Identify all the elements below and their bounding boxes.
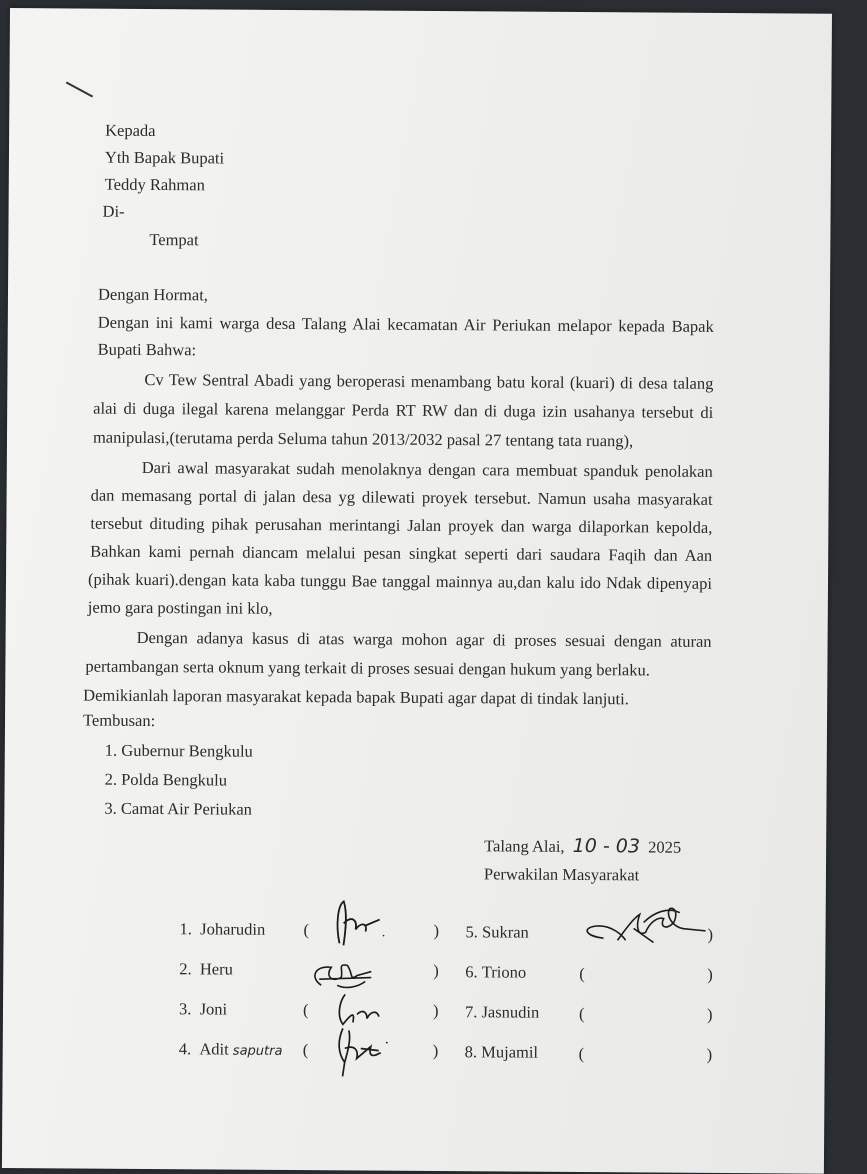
paren-open: ( [578,1043,585,1064]
representative-title: Perwakilan Masyarakat [483,864,640,885]
body-p2-line-4: Bahkan kami pernah diancam melalui pesan singkat seperti dari saudara Faqih dan Aan [90,541,713,565]
body-p1-line-2: alai di duga ilegal karena melanggar Perda RT RW dan di duga izin usahanya tersebut di [93,398,714,422]
signatory-7: 7. Jasnudin [464,1002,540,1022]
body-p2-line-5: (pihak kuari).dengan kata kaba tunggu Bae tanggal mainnya au,dan kalu ido Ndak dipenyapi [87,569,713,593]
paren-open: ( [302,1000,309,1020]
signatory-6: 6. Triono [465,962,527,982]
signature-sukran [573,892,713,953]
handwritten-suffix: saputra [232,1043,283,1059]
dateline-year: 2025 [648,837,682,857]
paren-close: ) [433,960,439,981]
paren-close: ) [706,1004,713,1024]
letter-paper [2,8,832,1174]
address-line-kepada: Kepada [105,120,156,141]
signatory-5: 5. Sukran [465,922,529,942]
cc-heading: Tembusan: [82,710,156,731]
body-p2-line-6: jemo gara postingan ini klo, [87,597,273,618]
paren-open: ( [578,1003,585,1024]
signatory-8: 8. Mujamil [464,1042,539,1062]
cc-item: 1. Gubernur Bengkulu [104,740,253,761]
dateline-place: Talang Alai, [484,836,565,856]
body-p2-line-2: dan memasang portal di jalan desa yg dilewati proyek tersebut. Namun usaha masyarakat [90,485,713,509]
body-p1-line-1: Cv Tew Sentral Abadi yang beroperasi menambang batu koral (kuari) di desa talang [144,369,714,393]
body-p3-line-1: Dengan adanya kasus di atas warga mohon agar di proses sesuai dengan aturan [136,627,712,651]
cc-item: 2. Polda Bengkulu [104,769,228,790]
paren-close: ) [432,1040,439,1061]
paren-close: ) [707,964,713,984]
handwritten-date: 10 - 03 [572,834,641,858]
body-closing: Demikianlah laporan masyarakat kepada bapak Bupati agar dapat di tindak lanjuti. [83,685,629,709]
body-p2-line-3: tersebut dituding pihak perusahan merintangi Jalan proyek dan warga dilaporkan kepolda, [90,513,713,537]
address-line-tempat: Tempat [149,229,199,250]
signatory-3: 3. Joni [178,999,228,1019]
pen-mark [66,81,93,97]
paren-open: ( [302,1040,309,1060]
paren-close: ) [707,924,714,944]
signature-joharudin [321,895,391,955]
signature-joni-adit [321,988,397,1084]
paren-close: ) [432,1000,439,1021]
greeting: Dengan Hormat, [97,284,209,305]
address-line-bupati: Yth Bapak Bupati [104,147,225,168]
signatory-1: 1. Joharudin [179,919,266,939]
body-intro-line-1: Dengan ini kami warga desa Talang Alai kecamatan Air Periukan melapor kepada Bapak [97,312,714,336]
paren-open: ( [579,963,585,984]
cc-item: 3. Camat Air Periukan [104,798,253,819]
body-intro-line-2: Bupati Bahwa: [97,339,197,360]
body-p2-line-1: Dari awal masyarakat sudah menolaknya dengan cara membuat spanduk penolakan [141,457,713,481]
address-line-di: Di- [102,201,125,221]
paren-close: ) [706,1044,713,1064]
signatory-2: 2. Heru [179,959,233,979]
signatory-4: 4. Adit saputra [178,1039,283,1059]
dateline [484,834,681,857]
paren-open: ( [303,920,310,940]
paren-close: ) [433,920,440,941]
body-p3-line-2: pertambangan serta oknum yang terkait di proses sesuai dengan hukum yang berlaku. [85,656,650,680]
address-line-name: Teddy Rahman [104,174,205,195]
body-p1-line-3: manipulasi,(terutama perda Seluma tahun 2013/2032 pasal 27 tentang tata ruang), [92,427,634,451]
